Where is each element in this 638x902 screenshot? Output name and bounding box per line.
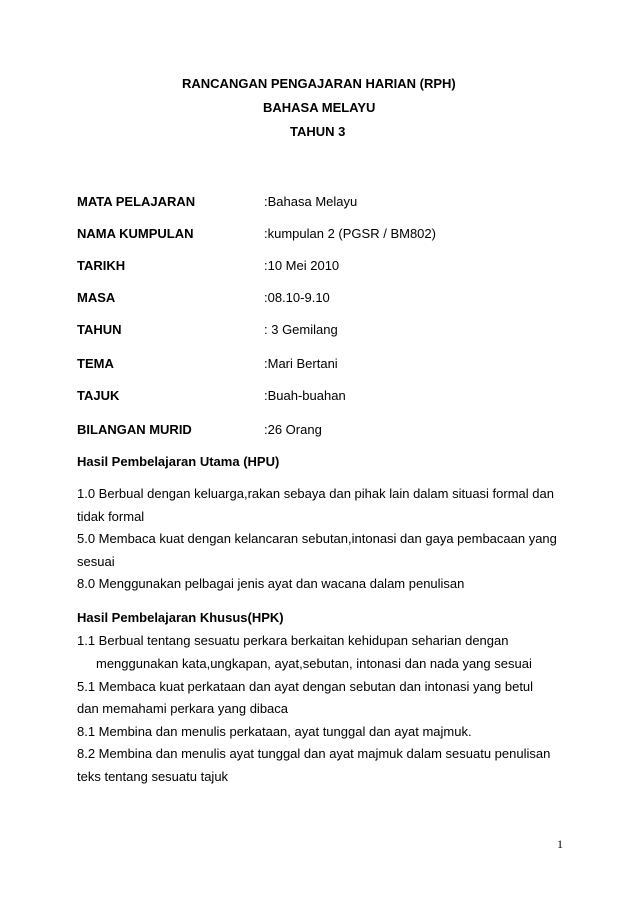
info-value: : 3 Gemilang: [264, 322, 338, 337]
info-value: :Mari Bertani: [264, 356, 338, 371]
info-label: TARIKH: [77, 258, 126, 273]
hpu-line: 1.0 Berbual dengan keluarga,rakan sebaya dan pihak lain dalam situasi formal dan: [77, 486, 554, 501]
hpu-line: 8.0 Menggunakan pelbagai jenis ayat dan wacana dalam penulisan: [77, 576, 465, 591]
info-value: :10 Mei 2010: [264, 258, 340, 273]
info-label: MATA PELAJARAN: [77, 194, 196, 209]
info-value: :Bahasa Melayu: [264, 194, 358, 209]
hpu-line: 5.0 Membaca kuat dengan kelancaran sebutan,intonasi dan gaya pembacaan yang: [77, 531, 557, 546]
info-label: TAHUN: [77, 322, 122, 337]
hpk-line: 5.1 Membaca kuat perkataan dan ayat dengan sebutan dan intonasi yang betul: [77, 679, 534, 694]
hpk-line: dan memahami perkara yang dibaca: [77, 701, 289, 716]
hpu-line: sesuai: [77, 554, 115, 569]
info-value: :kumpulan 2 (PGSR / BM802): [264, 226, 436, 241]
info-value: :Buah-buahan: [264, 388, 346, 403]
info-value: :26 Orang: [264, 422, 322, 437]
subject-heading: BAHASA MELAYU: [263, 100, 376, 115]
hpu-line: tidak formal: [77, 509, 145, 524]
info-label: TEMA: [77, 356, 114, 371]
hpk-line: menggunakan kata,ungkapan, ayat,sebutan, intonasi dan nada yang sesuai: [96, 656, 532, 671]
hpk-line: teks tentang sesuatu tajuk: [77, 769, 229, 784]
info-label: NAMA KUMPULAN: [77, 226, 194, 241]
hpk-line: 8.2 Membina dan menulis ayat tunggal dan ayat majmuk dalam sesuatu penulisan: [77, 746, 551, 761]
info-label: BILANGAN MURID: [77, 422, 192, 437]
page-number: 1: [557, 837, 563, 851]
hpk-line: 8.1 Membina dan menulis perkataan, ayat tunggal dan ayat majmuk.: [77, 724, 472, 739]
hpk-line: 1.1 Berbual tentang sesuatu perkara berkaitan kehidupan seharian dengan: [77, 633, 509, 648]
hpu-heading: Hasil Pembelajaran Utama (HPU): [77, 454, 280, 469]
info-value: :08.10-9.10: [264, 290, 330, 305]
document-title: RANCANGAN PENGAJARAN HARIAN (RPH): [182, 76, 456, 91]
info-label: TAJUK: [77, 388, 120, 403]
info-label: MASA: [77, 290, 116, 305]
year-heading: TAHUN 3: [290, 124, 346, 139]
hpk-heading: Hasil Pembelajaran Khusus(HPK): [77, 610, 284, 625]
